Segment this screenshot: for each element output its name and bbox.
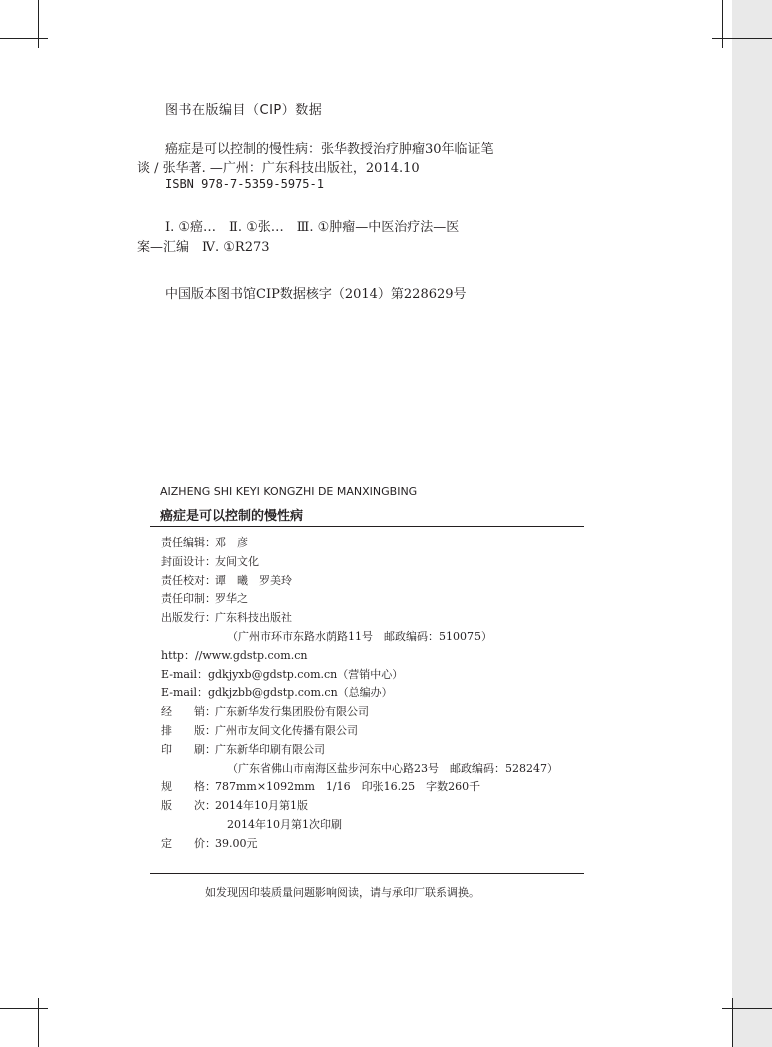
distributor-label: 经 销： — [161, 705, 216, 719]
typeset-value: 广州市友间文化传播有限公司 — [215, 723, 358, 737]
price-label: 定 价： — [161, 836, 216, 850]
crop-mark-top-right-v — [722, 0, 723, 48]
colophon-row-http — [161, 647, 581, 666]
email-editorial: E-mail：gdkjzbb@gdstp.com.cn（总编办） — [161, 686, 393, 700]
printer-address: （广东省佛山市南海区盐步河东中心路23号 邮政编码：528247） — [227, 761, 558, 775]
crop-mark-bottom-right-h — [722, 1008, 772, 1009]
website: http：//www.gdstp.com.cn — [161, 648, 308, 662]
cip-subject-line-2: 案—汇编 Ⅳ. ①R273 — [137, 240, 270, 255]
proof-label: 责任校对： — [161, 573, 216, 587]
cip-title-line-1: 癌症是可以控制的慢性病：张华教授治疗肿瘤30年临证笔 — [165, 142, 494, 157]
printer-value: 广东新华印刷有限公司 — [215, 742, 325, 756]
cover-label: 封面设计： — [161, 554, 216, 568]
publisher-address: （广州市环市东路水荫路11号 邮政编码：510075） — [227, 629, 492, 643]
book-title: 癌症是可以控制的慢性病 — [160, 509, 304, 524]
colophon-row-editor — [161, 534, 581, 553]
price-value: 39.00元 — [215, 836, 258, 850]
crop-mark-bottom-left-h — [0, 1008, 48, 1009]
crop-mark-bottom-right-v — [732, 998, 733, 1047]
colophon-row-email-1 — [161, 666, 581, 685]
crop-mark-top-right-h — [712, 38, 772, 39]
colophon-row-printer-address — [161, 760, 581, 779]
colophon-row-print — [161, 590, 581, 609]
colophon-row-publisher-address — [161, 628, 581, 647]
editor-value: 邓 彦 — [215, 536, 248, 549]
colophon — [161, 534, 581, 854]
cip-subject-line-1: Ⅰ. ①癌… Ⅱ. ①张… Ⅲ. ①肿瘤—中医治疗法—医 — [165, 220, 460, 235]
colophon-row-publisher — [161, 609, 581, 628]
colophon-top-rule — [150, 526, 584, 527]
cip-number: 中国版本图书馆CIP数据核字（2014）第228629号 — [165, 287, 467, 302]
publisher-value: 广东科技出版社 — [215, 611, 292, 625]
print-label: 责任印制： — [161, 592, 216, 606]
crop-mark-top-left-v — [38, 0, 39, 48]
book-pinyin-title: AIZHENG SHI KEYI KONGZHI DE MANXINGBING — [160, 485, 418, 498]
spec-value: 787mm×1092mm 1/16 印张16.25 字数260千 — [215, 780, 481, 794]
colophon-row-price — [161, 835, 581, 854]
colophon-row-printing — [161, 816, 581, 835]
crop-mark-bottom-left-v — [38, 998, 39, 1047]
colophon-row-printer — [161, 741, 581, 760]
publisher-label: 出版发行： — [161, 611, 216, 625]
cover-value: 友间文化 — [215, 554, 259, 568]
colophon-row-spec — [161, 778, 581, 797]
printer-label: 印 刷： — [161, 742, 216, 756]
cip-isbn: ISBN 978-7-5359-5975-1 — [165, 177, 324, 191]
colophon-row-cover — [161, 553, 581, 572]
colophon-row-email-2 — [161, 684, 581, 703]
edition-value: 2014年10月第1版 — [215, 799, 308, 813]
spec-label: 规 格： — [161, 780, 216, 794]
crop-mark-top-left-h — [0, 38, 48, 39]
proof-value: 谭 曦 罗美玲 — [215, 573, 292, 587]
email-sales: E-mail：gdkjyxb@gdstp.com.cn（营销中心） — [161, 667, 404, 681]
colophon-row-distributor — [161, 703, 581, 722]
colophon-bottom-rule — [150, 873, 584, 874]
cip-heading: 图书在版编目（CIP）数据 — [165, 103, 323, 118]
editor-label: 责任编辑： — [161, 536, 216, 549]
page-gutter — [732, 0, 772, 1047]
print-value: 罗华之 — [215, 592, 248, 606]
quality-notice: 如发现因印装质量问题影响阅读，请与承印厂联系调换。 — [205, 886, 480, 899]
colophon-row-typeset — [161, 722, 581, 741]
cip-title-line-2: 谈 / 张华著. —广州：广东科技出版社，2014.10 — [137, 161, 420, 176]
edition-label: 版 次： — [161, 799, 216, 813]
colophon-row-proof — [161, 572, 581, 591]
distributor-value: 广东新华发行集团股份有限公司 — [215, 705, 369, 719]
colophon-row-edition — [161, 797, 581, 816]
typeset-label: 排 版： — [161, 723, 216, 737]
printing-value: 2014年10月第1次印刷 — [227, 817, 342, 831]
